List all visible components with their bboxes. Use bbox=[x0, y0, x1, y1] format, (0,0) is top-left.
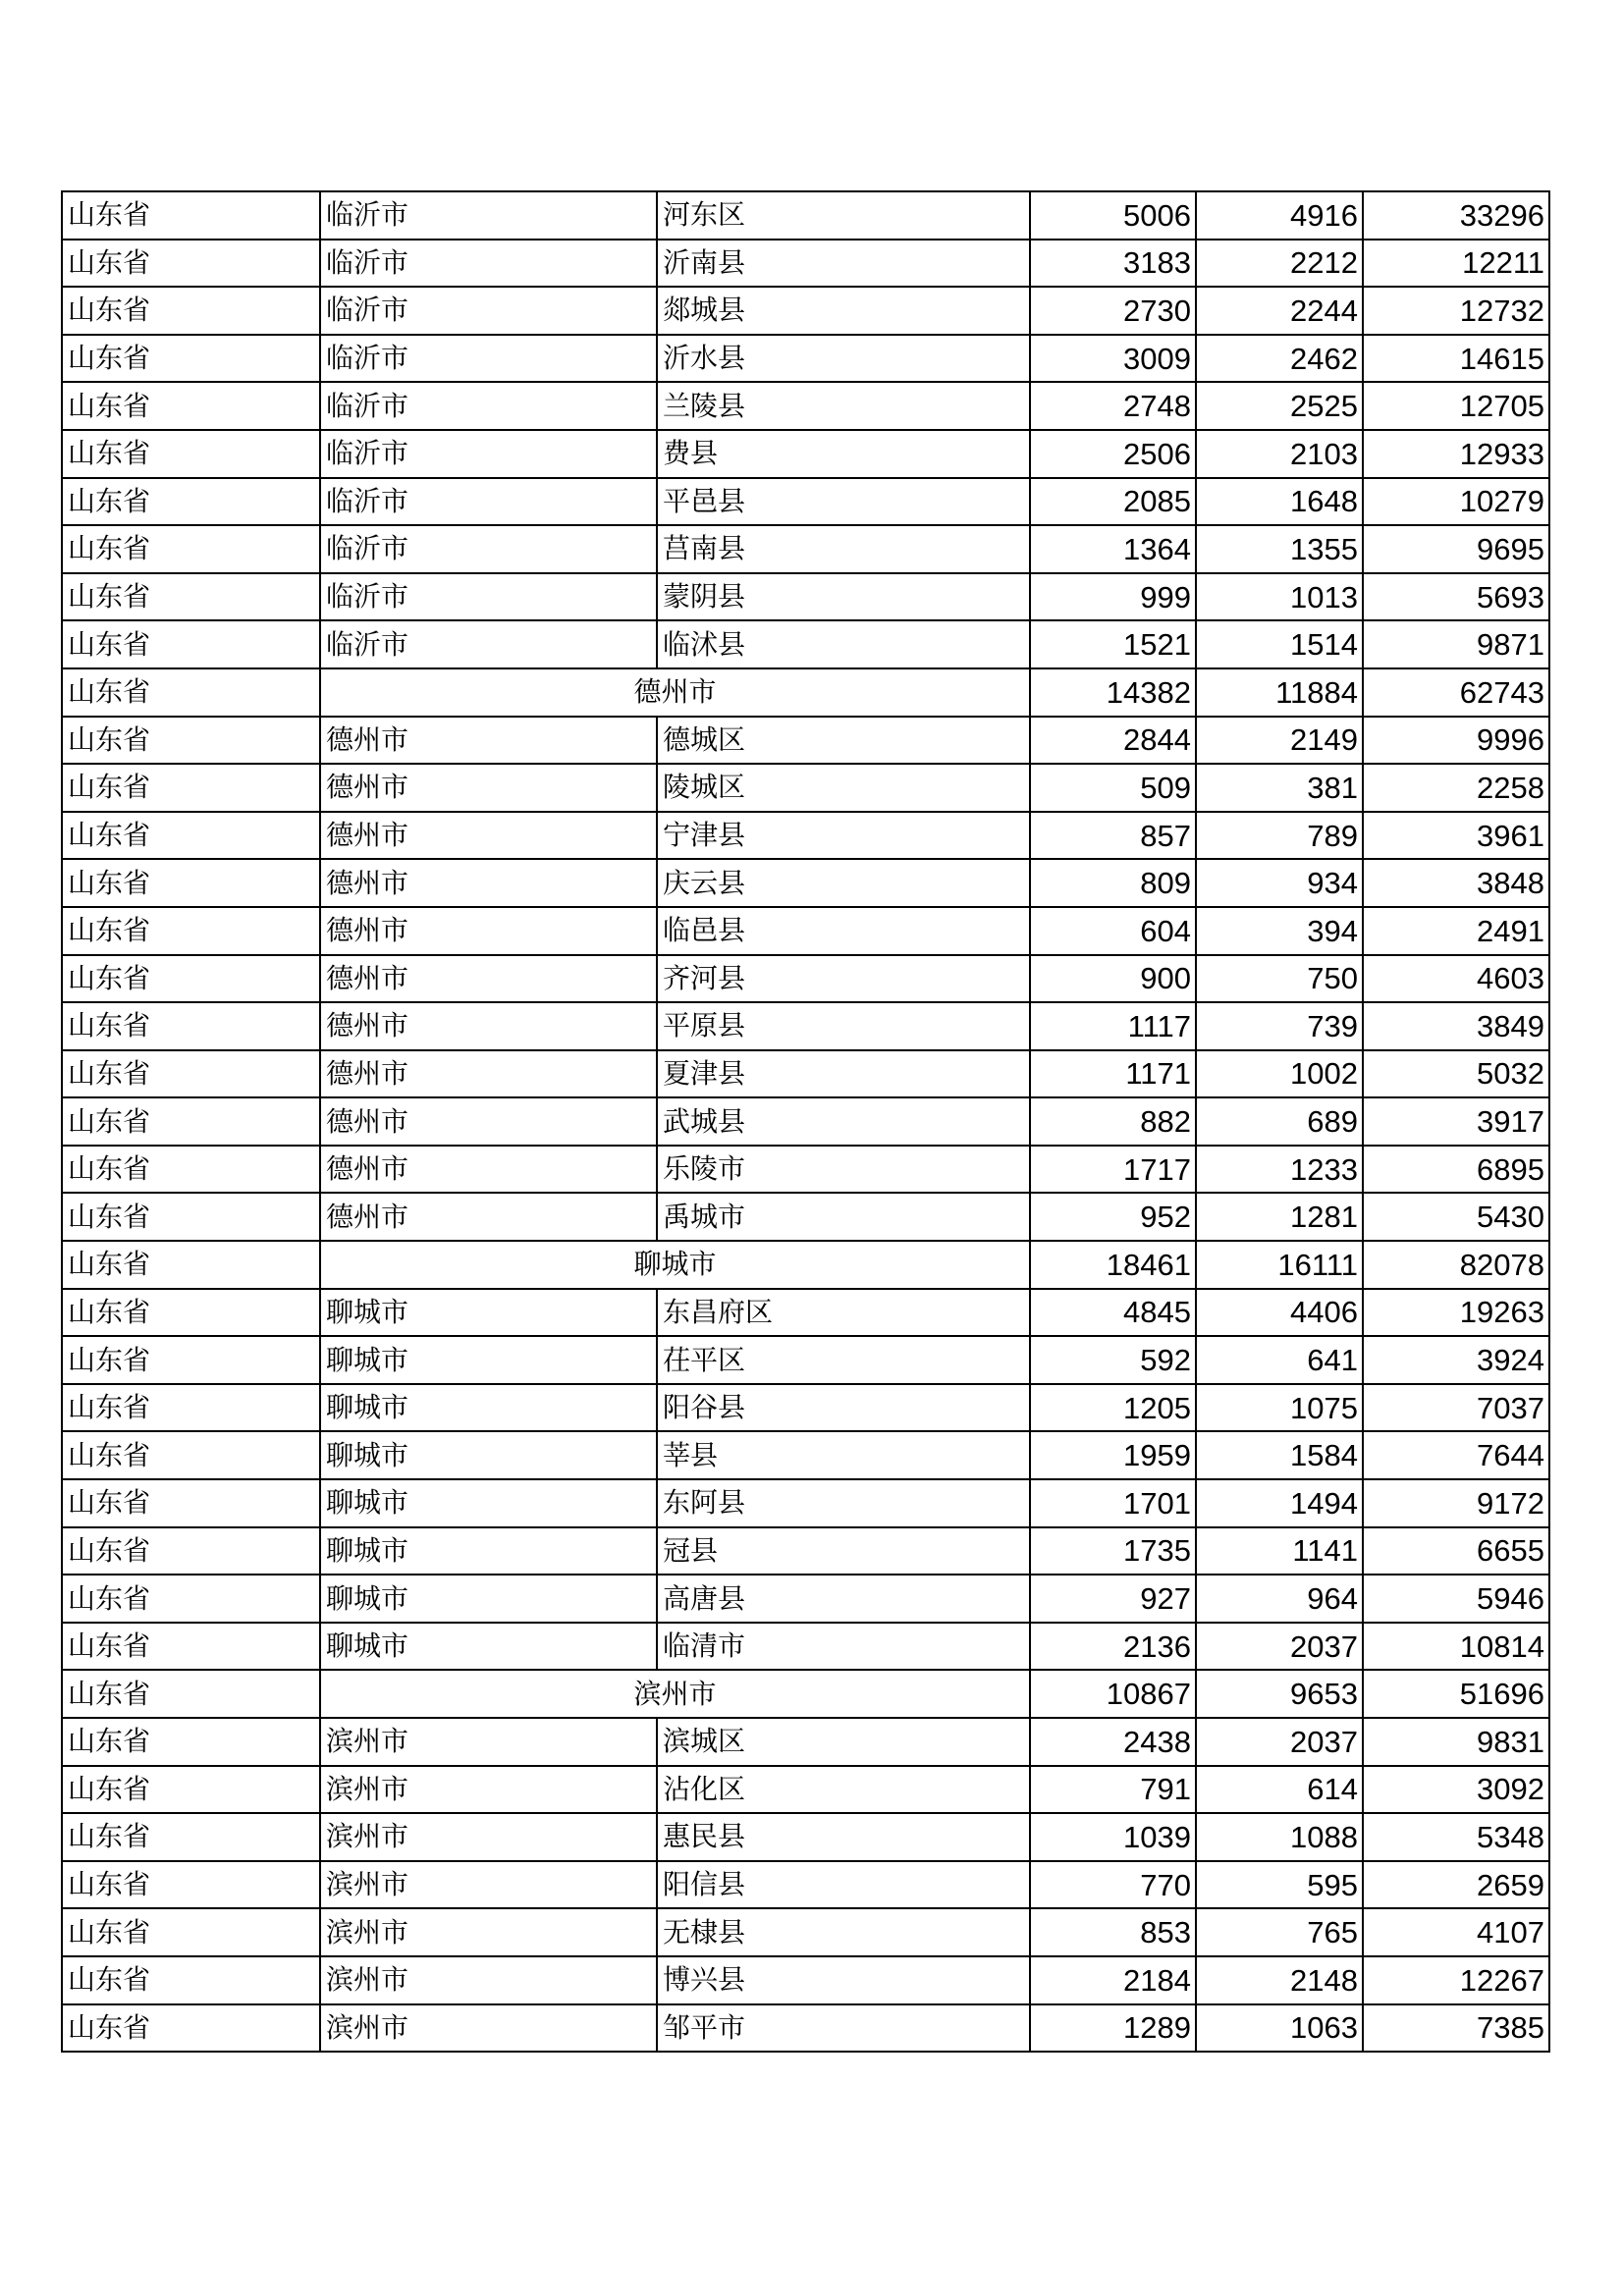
province-cell: 山东省 bbox=[62, 382, 320, 430]
province-cell: 山东省 bbox=[62, 1431, 320, 1479]
value-cell-1: 2136 bbox=[1030, 1623, 1196, 1671]
city-cell: 临沂市 bbox=[320, 287, 657, 335]
value-cell-2: 394 bbox=[1196, 907, 1363, 955]
value-cell-3: 5693 bbox=[1363, 573, 1549, 621]
county-cell: 武城县 bbox=[657, 1097, 1030, 1146]
county-cell: 邹平市 bbox=[657, 2004, 1030, 2053]
value-cell-2: 934 bbox=[1196, 859, 1363, 907]
table-row bbox=[62, 1384, 1549, 1432]
county-cell: 沂水县 bbox=[657, 335, 1030, 383]
value-cell-2: 964 bbox=[1196, 1575, 1363, 1623]
province-cell: 山东省 bbox=[62, 1813, 320, 1861]
province-cell: 山东省 bbox=[62, 335, 320, 383]
table-row bbox=[62, 620, 1549, 668]
value-cell-2: 1233 bbox=[1196, 1146, 1363, 1194]
city-cell: 临沂市 bbox=[320, 620, 657, 668]
value-cell-1: 592 bbox=[1030, 1336, 1196, 1384]
value-cell-2: 16111 bbox=[1196, 1241, 1363, 1289]
value-cell-2: 2462 bbox=[1196, 335, 1363, 383]
table-row bbox=[62, 955, 1549, 1003]
value-cell-3: 5032 bbox=[1363, 1050, 1549, 1098]
value-cell-1: 2184 bbox=[1030, 1956, 1196, 2004]
table-row bbox=[62, 1813, 1549, 1861]
value-cell-3: 62743 bbox=[1363, 668, 1549, 717]
county-cell: 费县 bbox=[657, 430, 1030, 478]
table-row bbox=[62, 191, 1549, 240]
province-cell: 山东省 bbox=[62, 1289, 320, 1337]
value-cell-2: 2149 bbox=[1196, 717, 1363, 765]
value-cell-2: 381 bbox=[1196, 764, 1363, 812]
city-cell: 德州市 bbox=[320, 812, 657, 860]
city-cell: 滨州市 bbox=[320, 1718, 657, 1766]
table-body bbox=[62, 191, 1549, 2052]
value-cell-1: 2438 bbox=[1030, 1718, 1196, 1766]
table-row bbox=[62, 1527, 1549, 1575]
city-total-cell: 德州市 bbox=[320, 668, 1030, 717]
value-cell-2: 689 bbox=[1196, 1097, 1363, 1146]
value-cell-1: 5006 bbox=[1030, 191, 1196, 240]
table-row bbox=[62, 430, 1549, 478]
value-cell-1: 1205 bbox=[1030, 1384, 1196, 1432]
table-row bbox=[62, 764, 1549, 812]
county-cell: 临清市 bbox=[657, 1623, 1030, 1671]
table-row bbox=[62, 478, 1549, 526]
city-cell: 聊城市 bbox=[320, 1289, 657, 1337]
table-row bbox=[62, 382, 1549, 430]
table-row bbox=[62, 1431, 1549, 1479]
value-cell-2: 1648 bbox=[1196, 478, 1363, 526]
value-cell-2: 614 bbox=[1196, 1766, 1363, 1814]
value-cell-1: 809 bbox=[1030, 859, 1196, 907]
value-cell-3: 9172 bbox=[1363, 1479, 1549, 1527]
value-cell-3: 12732 bbox=[1363, 287, 1549, 335]
value-cell-2: 9653 bbox=[1196, 1670, 1363, 1718]
table-row bbox=[62, 573, 1549, 621]
city-cell: 聊城市 bbox=[320, 1575, 657, 1623]
city-cell: 德州市 bbox=[320, 764, 657, 812]
value-cell-3: 33296 bbox=[1363, 191, 1549, 240]
city-cell: 临沂市 bbox=[320, 191, 657, 240]
city-cell: 滨州市 bbox=[320, 2004, 657, 2053]
city-cell: 临沂市 bbox=[320, 335, 657, 383]
table-row bbox=[62, 287, 1549, 335]
county-cell: 庆云县 bbox=[657, 859, 1030, 907]
value-cell-1: 1717 bbox=[1030, 1146, 1196, 1194]
value-cell-2: 1075 bbox=[1196, 1384, 1363, 1432]
value-cell-3: 51696 bbox=[1363, 1670, 1549, 1718]
value-cell-3: 3848 bbox=[1363, 859, 1549, 907]
value-cell-1: 3183 bbox=[1030, 240, 1196, 288]
city-cell: 滨州市 bbox=[320, 1908, 657, 1956]
value-cell-1: 2844 bbox=[1030, 717, 1196, 765]
value-cell-1: 1117 bbox=[1030, 1002, 1196, 1050]
value-cell-1: 509 bbox=[1030, 764, 1196, 812]
province-cell: 山东省 bbox=[62, 1384, 320, 1432]
table-row bbox=[62, 1097, 1549, 1146]
value-cell-3: 14615 bbox=[1363, 335, 1549, 383]
county-cell: 无棣县 bbox=[657, 1908, 1030, 1956]
county-cell: 临沭县 bbox=[657, 620, 1030, 668]
county-cell: 莘县 bbox=[657, 1431, 1030, 1479]
value-cell-1: 604 bbox=[1030, 907, 1196, 955]
value-cell-1: 2085 bbox=[1030, 478, 1196, 526]
value-cell-2: 595 bbox=[1196, 1861, 1363, 1909]
value-cell-1: 927 bbox=[1030, 1575, 1196, 1623]
county-cell: 高唐县 bbox=[657, 1575, 1030, 1623]
county-cell: 东昌府区 bbox=[657, 1289, 1030, 1337]
table-row bbox=[62, 1479, 1549, 1527]
county-cell: 德城区 bbox=[657, 717, 1030, 765]
county-cell: 平邑县 bbox=[657, 478, 1030, 526]
city-total-cell: 滨州市 bbox=[320, 1670, 1030, 1718]
value-cell-3: 7644 bbox=[1363, 1431, 1549, 1479]
province-cell: 山东省 bbox=[62, 191, 320, 240]
table-row bbox=[62, 1575, 1549, 1623]
table-row bbox=[62, 1623, 1549, 1671]
value-cell-2: 1141 bbox=[1196, 1527, 1363, 1575]
province-cell: 山东省 bbox=[62, 287, 320, 335]
county-cell: 沂南县 bbox=[657, 240, 1030, 288]
value-cell-1: 1171 bbox=[1030, 1050, 1196, 1098]
value-cell-3: 6895 bbox=[1363, 1146, 1549, 1194]
province-cell: 山东省 bbox=[62, 859, 320, 907]
value-cell-3: 19263 bbox=[1363, 1289, 1549, 1337]
province-cell: 山东省 bbox=[62, 620, 320, 668]
province-cell: 山东省 bbox=[62, 1050, 320, 1098]
city-total-cell: 聊城市 bbox=[320, 1241, 1030, 1289]
county-cell: 博兴县 bbox=[657, 1956, 1030, 2004]
value-cell-2: 1013 bbox=[1196, 573, 1363, 621]
value-cell-3: 2491 bbox=[1363, 907, 1549, 955]
county-cell: 蒙阴县 bbox=[657, 573, 1030, 621]
value-cell-3: 3961 bbox=[1363, 812, 1549, 860]
value-cell-1: 952 bbox=[1030, 1193, 1196, 1241]
value-cell-2: 1281 bbox=[1196, 1193, 1363, 1241]
value-cell-3: 9871 bbox=[1363, 620, 1549, 668]
value-cell-1: 4845 bbox=[1030, 1289, 1196, 1337]
city-cell: 聊城市 bbox=[320, 1384, 657, 1432]
value-cell-1: 791 bbox=[1030, 1766, 1196, 1814]
province-cell: 山东省 bbox=[62, 907, 320, 955]
table-row bbox=[62, 1718, 1549, 1766]
city-cell: 德州市 bbox=[320, 1050, 657, 1098]
city-cell: 滨州市 bbox=[320, 1766, 657, 1814]
value-cell-3: 4603 bbox=[1363, 955, 1549, 1003]
value-cell-1: 2506 bbox=[1030, 430, 1196, 478]
county-cell: 夏津县 bbox=[657, 1050, 1030, 1098]
table-row bbox=[62, 717, 1549, 765]
county-cell: 冠县 bbox=[657, 1527, 1030, 1575]
county-cell: 茌平区 bbox=[657, 1336, 1030, 1384]
value-cell-3: 6655 bbox=[1363, 1527, 1549, 1575]
city-cell: 临沂市 bbox=[320, 478, 657, 526]
city-cell: 德州市 bbox=[320, 717, 657, 765]
value-cell-3: 2258 bbox=[1363, 764, 1549, 812]
city-cell: 德州市 bbox=[320, 1193, 657, 1241]
city-cell: 临沂市 bbox=[320, 525, 657, 573]
data-table bbox=[61, 190, 1550, 2053]
value-cell-1: 882 bbox=[1030, 1097, 1196, 1146]
province-cell: 山东省 bbox=[62, 1527, 320, 1575]
value-cell-2: 4406 bbox=[1196, 1289, 1363, 1337]
value-cell-3: 9996 bbox=[1363, 717, 1549, 765]
county-cell: 滨城区 bbox=[657, 1718, 1030, 1766]
value-cell-2: 1063 bbox=[1196, 2004, 1363, 2053]
table-row-city-total bbox=[62, 668, 1549, 717]
province-cell: 山东省 bbox=[62, 1241, 320, 1289]
county-cell: 郯城县 bbox=[657, 287, 1030, 335]
value-cell-2: 789 bbox=[1196, 812, 1363, 860]
city-cell: 聊城市 bbox=[320, 1479, 657, 1527]
value-cell-3: 3092 bbox=[1363, 1766, 1549, 1814]
table-row bbox=[62, 1861, 1549, 1909]
province-cell: 山东省 bbox=[62, 1956, 320, 2004]
city-cell: 德州市 bbox=[320, 907, 657, 955]
value-cell-1: 2748 bbox=[1030, 382, 1196, 430]
province-cell: 山东省 bbox=[62, 1479, 320, 1527]
value-cell-3: 3924 bbox=[1363, 1336, 1549, 1384]
city-cell: 滨州市 bbox=[320, 1861, 657, 1909]
city-cell: 临沂市 bbox=[320, 240, 657, 288]
value-cell-1: 2730 bbox=[1030, 287, 1196, 335]
value-cell-1: 10867 bbox=[1030, 1670, 1196, 1718]
county-cell: 阳谷县 bbox=[657, 1384, 1030, 1432]
city-cell: 聊城市 bbox=[320, 1336, 657, 1384]
city-cell: 临沂市 bbox=[320, 573, 657, 621]
table-row bbox=[62, 1336, 1549, 1384]
value-cell-2: 1002 bbox=[1196, 1050, 1363, 1098]
value-cell-1: 1364 bbox=[1030, 525, 1196, 573]
province-cell: 山东省 bbox=[62, 1908, 320, 1956]
value-cell-3: 10279 bbox=[1363, 478, 1549, 526]
province-cell: 山东省 bbox=[62, 525, 320, 573]
province-cell: 山东省 bbox=[62, 1718, 320, 1766]
province-cell: 山东省 bbox=[62, 955, 320, 1003]
province-cell: 山东省 bbox=[62, 717, 320, 765]
county-cell: 惠民县 bbox=[657, 1813, 1030, 1861]
value-cell-3: 10814 bbox=[1363, 1623, 1549, 1671]
province-cell: 山东省 bbox=[62, 478, 320, 526]
value-cell-3: 12267 bbox=[1363, 1956, 1549, 2004]
table-row bbox=[62, 1002, 1549, 1050]
county-cell: 禹城市 bbox=[657, 1193, 1030, 1241]
county-cell: 兰陵县 bbox=[657, 382, 1030, 430]
county-cell: 乐陵市 bbox=[657, 1146, 1030, 1194]
value-cell-1: 900 bbox=[1030, 955, 1196, 1003]
city-cell: 德州市 bbox=[320, 1146, 657, 1194]
table-row bbox=[62, 1050, 1549, 1098]
value-cell-3: 3917 bbox=[1363, 1097, 1549, 1146]
table-row bbox=[62, 1289, 1549, 1337]
value-cell-2: 2525 bbox=[1196, 382, 1363, 430]
county-cell: 阳信县 bbox=[657, 1861, 1030, 1909]
value-cell-2: 2148 bbox=[1196, 1956, 1363, 2004]
value-cell-2: 2244 bbox=[1196, 287, 1363, 335]
province-cell: 山东省 bbox=[62, 1336, 320, 1384]
table-row bbox=[62, 1908, 1549, 1956]
county-cell: 莒南县 bbox=[657, 525, 1030, 573]
table-row bbox=[62, 812, 1549, 860]
table-row bbox=[62, 525, 1549, 573]
value-cell-3: 12705 bbox=[1363, 382, 1549, 430]
province-cell: 山东省 bbox=[62, 1575, 320, 1623]
value-cell-3: 9831 bbox=[1363, 1718, 1549, 1766]
city-cell: 德州市 bbox=[320, 955, 657, 1003]
value-cell-3: 2659 bbox=[1363, 1861, 1549, 1909]
value-cell-1: 3009 bbox=[1030, 335, 1196, 383]
table-row bbox=[62, 859, 1549, 907]
table-row bbox=[62, 1146, 1549, 1194]
value-cell-2: 641 bbox=[1196, 1336, 1363, 1384]
county-cell: 沾化区 bbox=[657, 1766, 1030, 1814]
county-cell: 宁津县 bbox=[657, 812, 1030, 860]
value-cell-1: 857 bbox=[1030, 812, 1196, 860]
province-cell: 山东省 bbox=[62, 2004, 320, 2053]
city-cell: 临沂市 bbox=[320, 382, 657, 430]
province-cell: 山东省 bbox=[62, 1146, 320, 1194]
value-cell-2: 1494 bbox=[1196, 1479, 1363, 1527]
province-cell: 山东省 bbox=[62, 764, 320, 812]
province-cell: 山东省 bbox=[62, 1670, 320, 1718]
province-cell: 山东省 bbox=[62, 1193, 320, 1241]
value-cell-1: 1735 bbox=[1030, 1527, 1196, 1575]
value-cell-3: 7037 bbox=[1363, 1384, 1549, 1432]
table-row-city-total bbox=[62, 1241, 1549, 1289]
province-cell: 山东省 bbox=[62, 1623, 320, 1671]
value-cell-3: 5946 bbox=[1363, 1575, 1549, 1623]
province-cell: 山东省 bbox=[62, 668, 320, 717]
province-cell: 山东省 bbox=[62, 1002, 320, 1050]
value-cell-1: 1289 bbox=[1030, 2004, 1196, 2053]
value-cell-3: 7385 bbox=[1363, 2004, 1549, 2053]
county-cell: 东阿县 bbox=[657, 1479, 1030, 1527]
value-cell-3: 3849 bbox=[1363, 1002, 1549, 1050]
value-cell-2: 4916 bbox=[1196, 191, 1363, 240]
value-cell-2: 2212 bbox=[1196, 240, 1363, 288]
province-cell: 山东省 bbox=[62, 1097, 320, 1146]
city-cell: 滨州市 bbox=[320, 1813, 657, 1861]
value-cell-2: 2037 bbox=[1196, 1623, 1363, 1671]
value-cell-1: 853 bbox=[1030, 1908, 1196, 1956]
county-cell: 平原县 bbox=[657, 1002, 1030, 1050]
county-cell: 河东区 bbox=[657, 191, 1030, 240]
province-cell: 山东省 bbox=[62, 240, 320, 288]
value-cell-1: 1959 bbox=[1030, 1431, 1196, 1479]
province-cell: 山东省 bbox=[62, 573, 320, 621]
table-row-city-total bbox=[62, 1670, 1549, 1718]
value-cell-3: 4107 bbox=[1363, 1908, 1549, 1956]
table-row bbox=[62, 1193, 1549, 1241]
county-cell: 陵城区 bbox=[657, 764, 1030, 812]
value-cell-2: 1355 bbox=[1196, 525, 1363, 573]
city-cell: 临沂市 bbox=[320, 430, 657, 478]
value-cell-1: 18461 bbox=[1030, 1241, 1196, 1289]
value-cell-2: 765 bbox=[1196, 1908, 1363, 1956]
city-cell: 德州市 bbox=[320, 859, 657, 907]
value-cell-3: 12211 bbox=[1363, 240, 1549, 288]
province-cell: 山东省 bbox=[62, 1766, 320, 1814]
value-cell-1: 1701 bbox=[1030, 1479, 1196, 1527]
value-cell-2: 1584 bbox=[1196, 1431, 1363, 1479]
table-row bbox=[62, 1956, 1549, 2004]
value-cell-2: 2103 bbox=[1196, 430, 1363, 478]
province-cell: 山东省 bbox=[62, 430, 320, 478]
city-cell: 聊城市 bbox=[320, 1527, 657, 1575]
county-cell: 临邑县 bbox=[657, 907, 1030, 955]
value-cell-3: 82078 bbox=[1363, 1241, 1549, 1289]
value-cell-2: 1088 bbox=[1196, 1813, 1363, 1861]
city-cell: 德州市 bbox=[320, 1002, 657, 1050]
table-row bbox=[62, 335, 1549, 383]
city-cell: 聊城市 bbox=[320, 1623, 657, 1671]
value-cell-3: 5348 bbox=[1363, 1813, 1549, 1861]
city-cell: 德州市 bbox=[320, 1097, 657, 1146]
province-cell: 山东省 bbox=[62, 1861, 320, 1909]
value-cell-3: 12933 bbox=[1363, 430, 1549, 478]
table-row bbox=[62, 2004, 1549, 2053]
table-row bbox=[62, 907, 1549, 955]
value-cell-1: 1039 bbox=[1030, 1813, 1196, 1861]
value-cell-2: 2037 bbox=[1196, 1718, 1363, 1766]
city-cell: 滨州市 bbox=[320, 1956, 657, 2004]
value-cell-3: 9695 bbox=[1363, 525, 1549, 573]
value-cell-3: 5430 bbox=[1363, 1193, 1549, 1241]
value-cell-2: 1514 bbox=[1196, 620, 1363, 668]
value-cell-1: 1521 bbox=[1030, 620, 1196, 668]
value-cell-2: 11884 bbox=[1196, 668, 1363, 717]
value-cell-1: 999 bbox=[1030, 573, 1196, 621]
value-cell-2: 750 bbox=[1196, 955, 1363, 1003]
table-row bbox=[62, 1766, 1549, 1814]
value-cell-1: 770 bbox=[1030, 1861, 1196, 1909]
value-cell-1: 14382 bbox=[1030, 668, 1196, 717]
value-cell-2: 739 bbox=[1196, 1002, 1363, 1050]
province-cell: 山东省 bbox=[62, 812, 320, 860]
table-row bbox=[62, 240, 1549, 288]
county-cell: 齐河县 bbox=[657, 955, 1030, 1003]
city-cell: 聊城市 bbox=[320, 1431, 657, 1479]
